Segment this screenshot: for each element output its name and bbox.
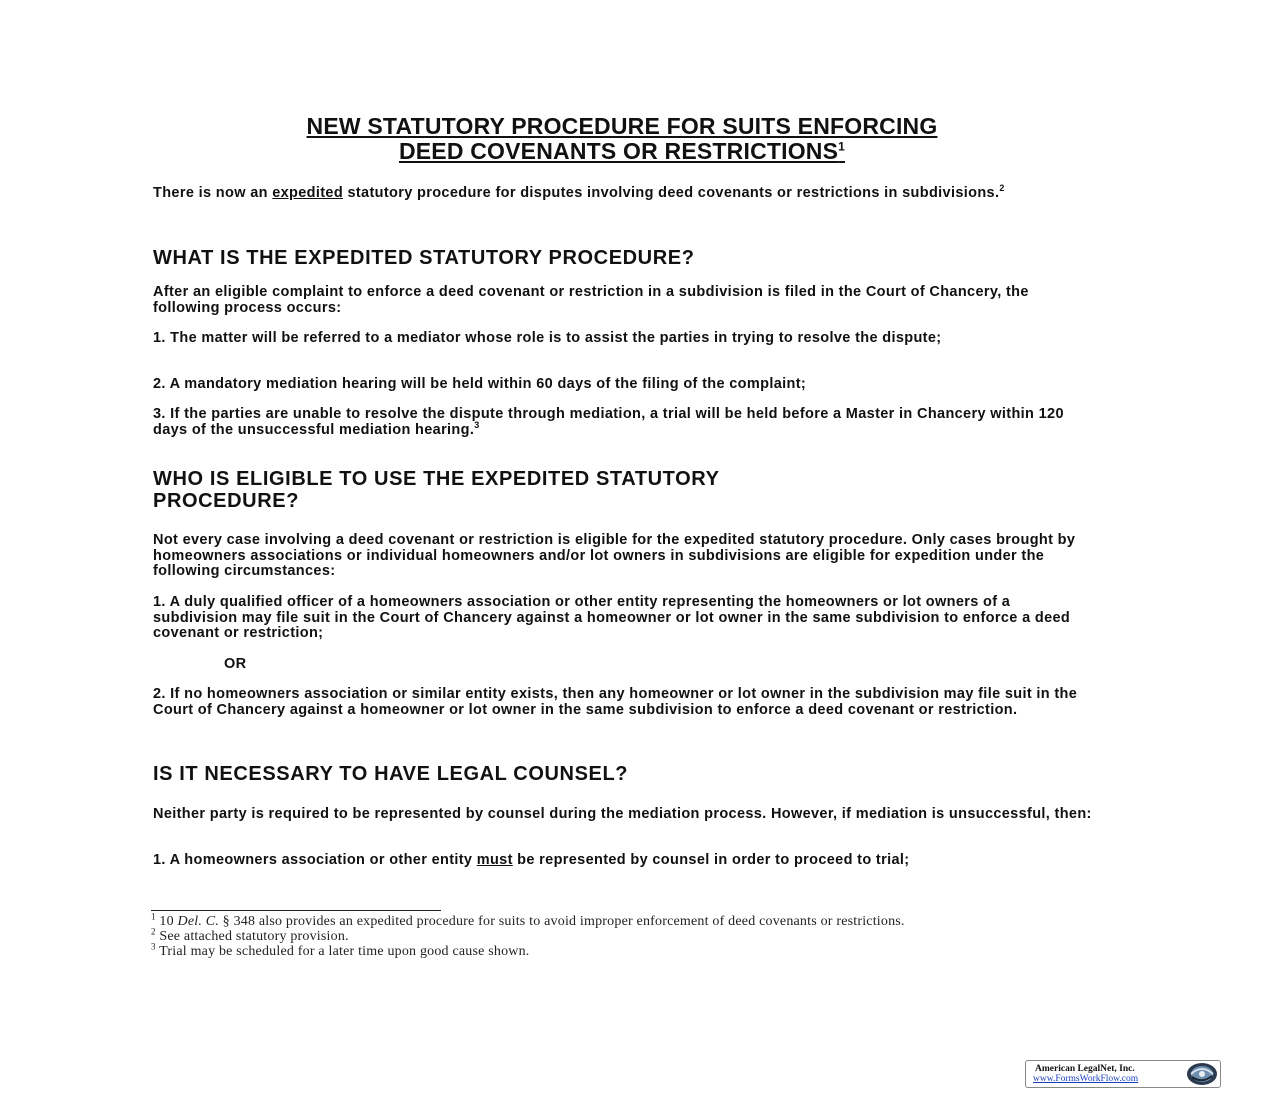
publisher-badge[interactable] xyxy=(1025,1060,1221,1088)
footnote-3 xyxy=(151,941,1091,959)
title-line-2-text: DEED COVENANTS OR RESTRICTIONS xyxy=(398,138,839,164)
title-line-2 xyxy=(150,139,1094,164)
footnote-divider xyxy=(151,910,441,911)
footnote-1-pre: 10 xyxy=(155,914,178,929)
intro-text-end: statutory procedure for disputes involving deed covenants or restrictions in subdivisions. xyxy=(343,185,1000,201)
footnote-2-text: See attached statutory provision. xyxy=(155,929,349,944)
document-title xyxy=(150,114,1094,164)
footnote-ref-2[interactable]: 2 xyxy=(999,183,1005,194)
section-heading-procedure: WHAT IS THE EXPEDITED STATUTORY PROCEDURE? xyxy=(153,247,695,269)
procedure-step-3-text: 3. If the parties are unable to resolve the dispute through mediation, a trial will be held before a Master in Chancery within 120 days of the unsuccessful mediation hearing. xyxy=(153,406,1064,438)
procedure-step-3 xyxy=(153,407,1098,438)
footnote-3-number: 3 xyxy=(151,941,156,952)
eligibility-lead-paragraph: Not every case involving a deed covenant or restriction is eligible for the expedited statutory procedure. Only cases brought by homeowners associations or individual homeowners and/or lot owners in subdivisions are eligible for expedition under the following circumstances: xyxy=(153,532,1076,579)
footnote-3-text: Trial may be scheduled for a later time upon good cause shown. xyxy=(155,944,530,959)
counsel-item-1 xyxy=(153,853,1098,869)
footnote-ref-1[interactable]: 1 xyxy=(838,139,846,154)
counsel-lead-paragraph: Neither party is required to be represented by counsel during the mediation process. However, if mediation is unsuccessful, then: xyxy=(153,806,1092,822)
eligibility-heading-line-1: WHO IS ELIGIBLE TO USE THE EXPEDITED STATUTORY xyxy=(153,468,720,490)
intro-paragraph xyxy=(153,183,1098,202)
publisher-name: American LegalNet, Inc. xyxy=(1035,1064,1135,1074)
procedure-step-1: 1. The matter will be referred to a mediator whose role is to assist the parties in trying to resolve the dispute; xyxy=(153,330,942,346)
intro-underlined-word: expedited xyxy=(272,185,344,201)
footnote-1-text: § 348 also provides an expedited procedure for suits to avoid improper enforcement of deed covenants or restrictions. xyxy=(218,914,905,929)
footnote-1-number: 1 xyxy=(151,911,156,922)
eligibility-case-2: 2. If no homeowners association or similar entity exists, then any homeowner or lot owner in the subdivision may file suit in the Court of Chancery against a homeowner or lot owner in the same subdivision to enforce a deed covenant or restriction. xyxy=(153,686,1078,718)
footnote-1-citation: Del. C. xyxy=(177,914,219,929)
footnote-2-number: 2 xyxy=(151,926,156,937)
or-separator: OR xyxy=(224,656,247,672)
publisher-url-link[interactable]: www.FormsWorkFlow.com xyxy=(1033,1074,1139,1084)
footnote-ref-3[interactable]: 3 xyxy=(474,419,480,430)
counsel-item-1-start: 1. A homeowners association or other entity xyxy=(153,852,477,868)
counsel-item-1-end: be represented by counsel in order to proceed to trial; xyxy=(512,852,910,868)
procedure-lead-paragraph: After an eligible complaint to enforce a deed covenant or restriction in a subdivision is filed in the Court of Chancery, the following process occurs: xyxy=(153,284,1029,316)
footnote-1 xyxy=(151,911,1091,929)
eligibility-case-1: 1. A duly qualified officer of a homeowners association or other entity representing the homeowners or lot owners of a subdivision may file suit in the Court of Chancery against a homeowner or lot owner in the same subdivision to enforce a deed covenant or restriction; xyxy=(153,594,1071,641)
eligibility-heading-line-2: PROCEDURE? xyxy=(153,490,300,512)
globe-logo-icon xyxy=(1182,1062,1218,1086)
intro-text-start: There is now an xyxy=(153,185,273,201)
section-heading-counsel: IS IT NECESSARY TO HAVE LEGAL COUNSEL? xyxy=(153,763,629,785)
footnote-2 xyxy=(151,926,1091,944)
procedure-step-2: 2. A mandatory mediation hearing will be held within 60 days of the filing of the complaint; xyxy=(153,376,807,392)
section-heading-eligibility xyxy=(153,468,953,512)
title-line-1: NEW STATUTORY PROCEDURE FOR SUITS ENFORCING xyxy=(306,113,938,139)
counsel-underlined-must: must xyxy=(476,852,513,868)
footnotes xyxy=(151,911,1091,959)
